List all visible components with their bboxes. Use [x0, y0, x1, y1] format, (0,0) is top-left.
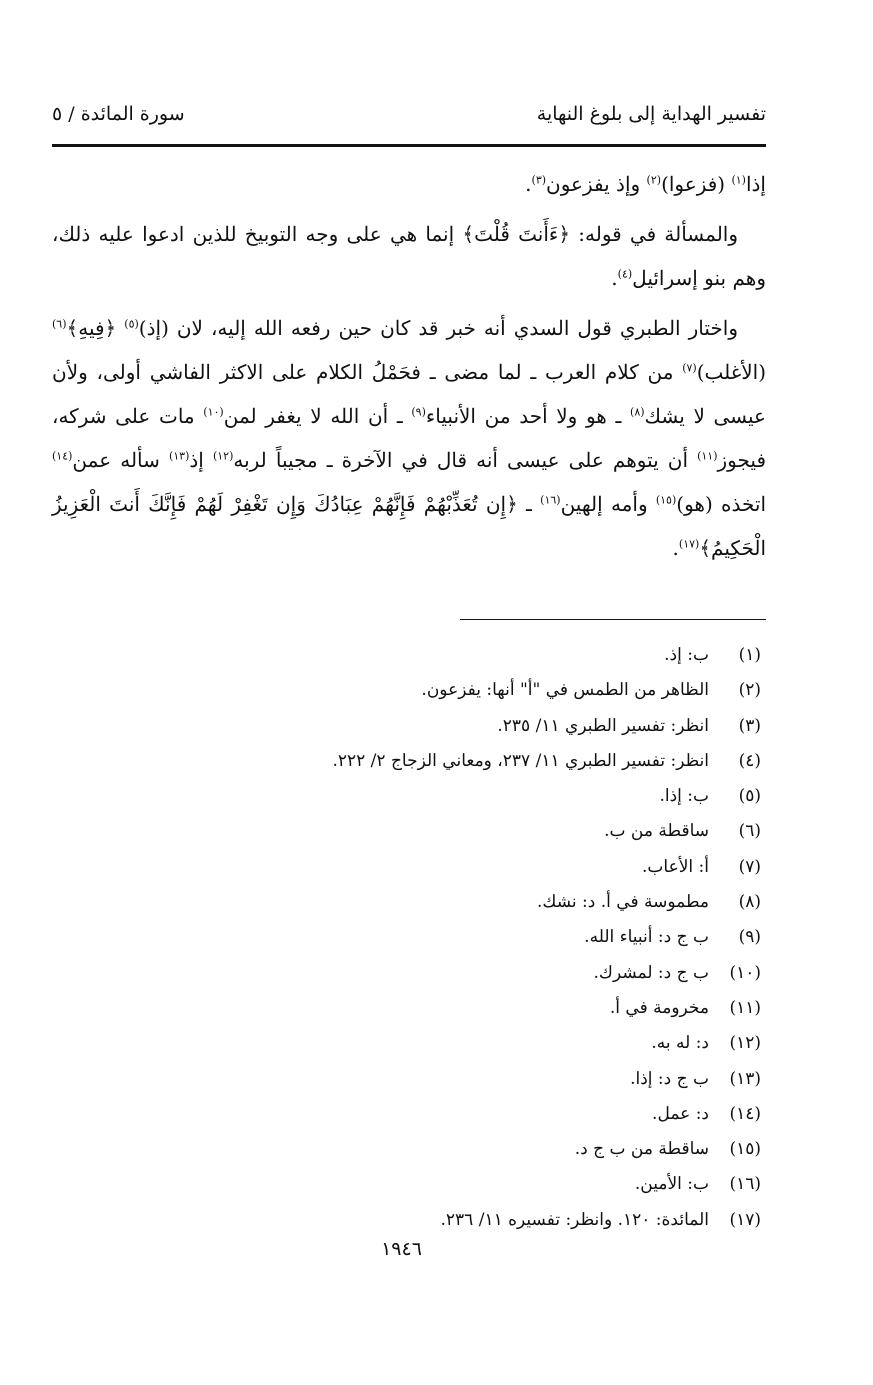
- footnote-text: الظاهر من الطمس في "أ" أنها: يفزعون.: [421, 680, 709, 701]
- footnote-number: (٦): [738, 821, 761, 842]
- quran-quote: ﴿فِيهِ﴾: [66, 316, 125, 340]
- footnote-ref: (٩): [411, 405, 426, 419]
- book-title: تفسير الهداية إلى بلوغ النهاية: [536, 103, 766, 125]
- footnote-text: ب: إذ.: [664, 645, 709, 665]
- text-run: مات على شركه، فيجوز: [52, 404, 767, 472]
- text-run: وإذ يفزعون: [546, 172, 647, 196]
- footnote-number: (١٦): [729, 1174, 761, 1195]
- footnote-item: [201, 850, 761, 885]
- footnote-number: (٨): [738, 892, 761, 913]
- footnote-text: ب ج د: لمشرك.: [593, 962, 709, 983]
- footnote-ref: (١٦): [540, 493, 561, 507]
- text-run: ـ: [517, 492, 541, 516]
- footnote-ref: (١٥): [655, 493, 677, 507]
- footnote-text: مطموسة في أ. د: نشك.: [537, 892, 709, 913]
- footnote-text: ب: إذا.: [659, 786, 709, 807]
- footnote-number: (٩): [738, 927, 761, 948]
- quran-quote: ﴿إِن تُعَذِّبْهُمْ فَإِنَّهُمْ عِبَادُكَ وَإِن تَغْفِرْ لَهُمْ فَإِنَّكَ أَنتَ الْعَزِيزُ الْحَكِيمُ﴾: [52, 492, 766, 560]
- footnote-item: [201, 814, 761, 849]
- footnote-ref: (١٧): [678, 537, 700, 551]
- footnote-item: [201, 1132, 761, 1167]
- footnote-item: [201, 1203, 761, 1238]
- text-run: .: [611, 266, 618, 290]
- footnote-item: [201, 1097, 761, 1132]
- footnote-item: [201, 638, 761, 673]
- running-header: [52, 103, 766, 141]
- footnote-item: [201, 1062, 761, 1097]
- footnote-ref: (٧): [682, 361, 697, 375]
- text-run: والمسألة في قوله:: [570, 222, 739, 246]
- footnote-item: [201, 709, 761, 744]
- text-run: ـ هو ولا أحد من الأنبياء: [425, 404, 631, 428]
- footnote-item: [201, 1026, 761, 1061]
- footnote-ref: (١٠): [203, 405, 224, 419]
- paragraph-1: [52, 162, 766, 206]
- footnote-item: [201, 991, 761, 1026]
- footnote-ref: (٥): [124, 317, 139, 331]
- footnote-item: [201, 673, 761, 708]
- text-run: إذا: [745, 172, 766, 196]
- text-run: .: [672, 536, 679, 560]
- footnote-item: [201, 885, 761, 920]
- text-run: .: [525, 172, 532, 196]
- page-number: ١٩٤٦: [381, 1238, 422, 1260]
- surah-reference: سورة المائدة / ٥: [52, 103, 185, 125]
- footnote-text: انظر: تفسير الطبري ١١/ ٢٣٧، ومعاني الزجاج ٢/ ٢٢٢.: [332, 750, 709, 771]
- footnote-text: د: عمل.: [652, 1103, 709, 1124]
- paragraph-2: [52, 212, 766, 300]
- text-run: إنما هي على وجه التوبيخ للذين ادعوا عليه ذلك، وهم بنو إسرائيل: [52, 222, 766, 290]
- footnote-text: ساقطة من ب ج د.: [574, 1139, 709, 1160]
- footnote-text: ب ج د: أنبياء الله.: [584, 927, 709, 948]
- footnote-ref: (١٤): [52, 449, 73, 463]
- main-text: [52, 162, 766, 576]
- footnote-ref: (٨): [630, 405, 645, 419]
- footnote-ref: (٦): [52, 317, 67, 331]
- footnote-text: أ: الأعاب.: [641, 856, 709, 877]
- footnote-ref: (١٣): [168, 449, 190, 463]
- footnote-number: (١٢): [729, 1033, 761, 1054]
- footnote-number: (١٧): [729, 1209, 761, 1230]
- text-run: (الأغلب): [696, 360, 766, 384]
- footnote-number: (٤): [738, 750, 761, 771]
- footnote-number: (٢): [738, 680, 761, 701]
- footnote-separator: [460, 619, 766, 620]
- footnote-ref: (٢): [646, 173, 662, 187]
- footnote-ref: (٣): [531, 173, 547, 187]
- footnote-number: (١١): [729, 997, 761, 1018]
- footnote-text: مخرومة في أ.: [609, 997, 709, 1018]
- footnote-number: (٣): [738, 715, 761, 736]
- footnote-number: (٧): [738, 856, 761, 877]
- text-run: واختار الطبري قول السدي أنه خبر قد كان حين رفعه الله إليه، لان (إذ): [138, 316, 738, 340]
- footnote-text: ب ج د: إذا.: [630, 1068, 709, 1089]
- quran-quote: ﴿ءَأَنتَ قُلْتَ﴾: [462, 222, 571, 246]
- footnote-text: ساقطة من ب.: [604, 821, 709, 842]
- text-run: سأله عمن: [72, 448, 169, 472]
- footnote-number: (١٠): [729, 962, 761, 983]
- footnote-item: [201, 744, 761, 779]
- footnote-number: (١٥): [729, 1139, 761, 1160]
- paragraph-3: [52, 306, 766, 570]
- footnote-number: (١٣): [729, 1068, 761, 1089]
- footnote-item: [201, 920, 761, 955]
- footnote-item: [201, 1167, 761, 1202]
- footnotes-list: [201, 638, 761, 1238]
- text-run: (فزعوا): [661, 172, 732, 196]
- footnote-text: انظر: تفسير الطبري ١١/ ٢٣٥.: [497, 715, 709, 736]
- footnote-text: د: له به.: [651, 1033, 709, 1054]
- header-rule: [52, 144, 766, 147]
- footnote-item: [201, 956, 761, 991]
- text-run: من كلام العرب ـ لما مضى ـ فحَمْلُ الكلام على الاكثر الفاشي أولى، ولأن عيسى لا يشك: [52, 360, 766, 428]
- footnote-text: ب: الأمين.: [634, 1174, 709, 1195]
- footnote-ref: (١٢): [212, 449, 234, 463]
- footnote-item: [201, 779, 761, 814]
- text-run: وأمه إلهين: [560, 492, 656, 516]
- footnote-ref: (٤): [617, 267, 633, 281]
- footnote-number: (١٤): [729, 1103, 761, 1124]
- footnote-ref: (١١): [697, 449, 718, 463]
- text-run: أن يتوهم على عيسى أنه قال في الآخرة ـ مجيباً لربه: [233, 448, 698, 472]
- text-run: اتخذه (هو): [676, 492, 766, 516]
- footnote-number: (٥): [738, 786, 761, 807]
- text-run: إذ: [189, 448, 213, 472]
- footnote-ref: (١): [731, 173, 746, 187]
- footnote-text: المائدة: ١٢٠. وانظر: تفسيره ١١/ ٢٣٦.: [440, 1209, 709, 1230]
- text-run: ـ أن الله لا يغفر لمن: [223, 404, 412, 428]
- footnote-number: (١): [738, 645, 761, 665]
